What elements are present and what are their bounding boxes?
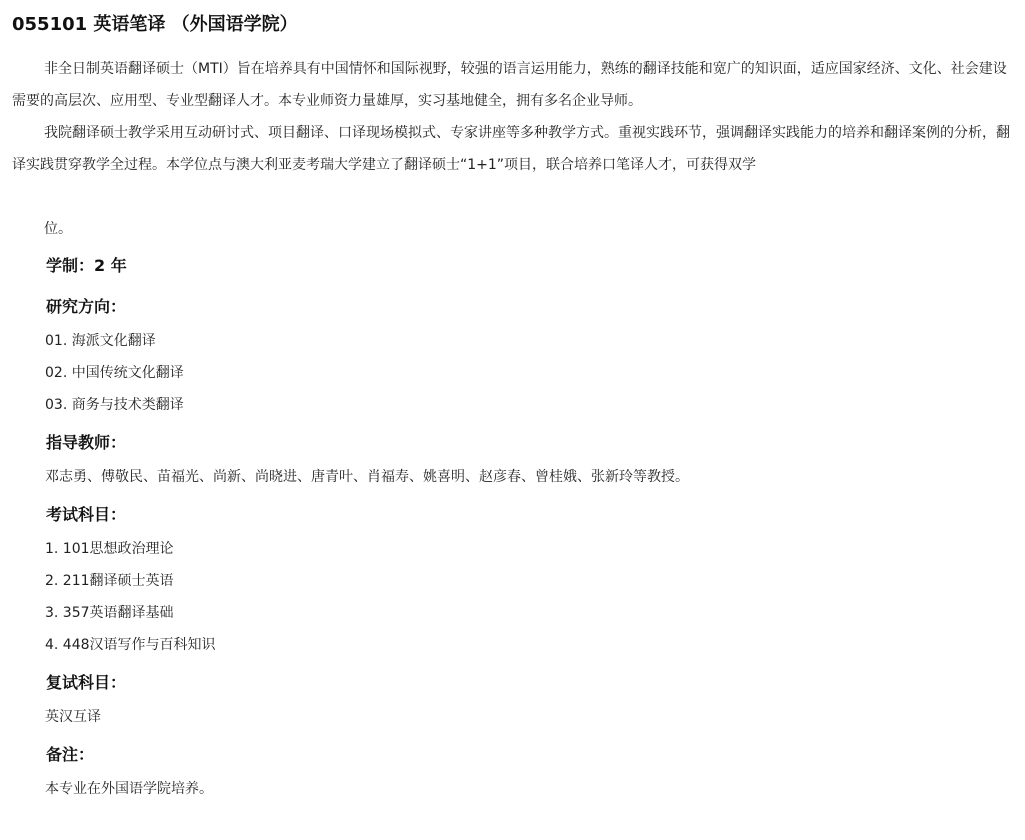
notes-text: 本专业在外国语学院培养。 (45, 781, 213, 797)
intro-paragraph-1: 非全日制英语翻译硕士（MTI）旨在培养具有中国情怀和国际视野，较强的语言运用能力，熟练的翻译技能和宽广的知识面，适应国家经济、文化、社会建设需要的高层次、应用型、专业型翻译人才。本专业师资力量雄厚，实习基地健全，拥有多名企业导师。 (12, 61, 1007, 109)
intro-paragraph-2-tail: 位。 (44, 221, 72, 237)
research-item: 02. 中国传统文化翻译 (45, 365, 184, 381)
duration-heading: 学制：2 年 (46, 256, 127, 275)
exam-item: 3. 357英语翻译基础 (45, 605, 174, 621)
research-heading: 研究方向： (46, 297, 127, 316)
exam-heading: 考试科目： (46, 505, 127, 524)
program-title: 055101 英语笔译 （外国语学院） (12, 14, 298, 35)
notes-heading: 备注： (46, 745, 95, 764)
advisors-heading: 指导教师： (46, 433, 127, 452)
intro-paragraph-2: 我院翻译硕士教学采用互动研讨式、项目翻译、口译现场模拟式、专家讲座等多种教学方式。重视实践环节，强调翻译实践能力的培养和翻译案例的分析，翻译实践贯穿教学全过程。本学位点与澳大利亚麦考瑞大学建立了翻译硕士“1+1”项目，联合培养口笔译人才，可获得双学 (12, 125, 1010, 173)
advisors-list: 邓志勇、傅敬民、苗福光、尚新、尚晓进、唐青叶、肖福寿、姚喜明、赵彦春、曾桂娥、张新玲等教授。 (45, 469, 689, 485)
retest-subject: 英汉互译 (45, 709, 101, 725)
exam-item: 1. 101思想政治理论 (45, 541, 174, 557)
research-item: 01. 海派文化翻译 (45, 333, 156, 349)
exam-item: 4. 448汉语写作与百科知识 (45, 637, 216, 653)
exam-item: 2. 211翻译硕士英语 (45, 573, 174, 589)
retest-heading: 复试科目： (46, 673, 127, 692)
research-item: 03. 商务与技术类翻译 (45, 397, 184, 413)
